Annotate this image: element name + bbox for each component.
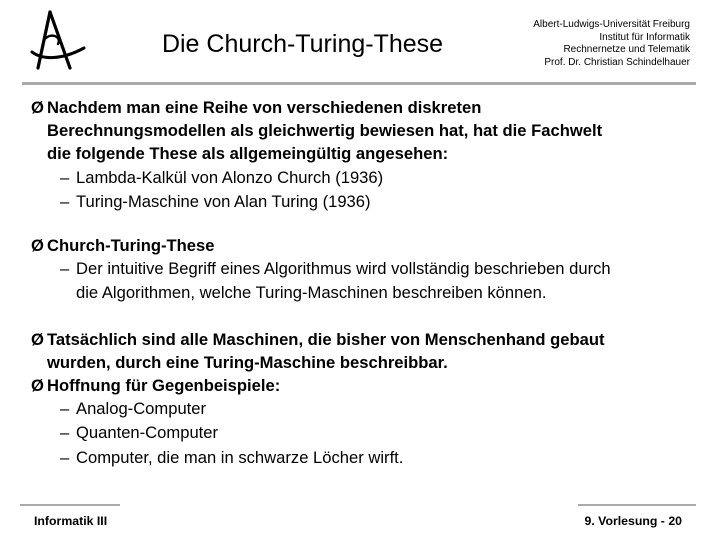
sub-item-text: Analog-Computer — [76, 399, 207, 419]
footer-divider-left — [20, 504, 120, 506]
bullet-text-line: Nachdem man eine Reihe von verschiedenen diskreten — [47, 98, 482, 117]
affiliation-professor: Prof. Dr. Christian Schindelhauer — [544, 56, 690, 68]
sub-item-text: Quanten-Computer — [76, 423, 219, 443]
bullet-arrow-icon: Ø — [31, 98, 44, 117]
sub-item-black-hole-computer — [60, 446, 691, 470]
dash-marker: – — [60, 167, 70, 187]
sub-item-turing-machine — [60, 190, 691, 214]
dash-marker: – — [60, 423, 70, 443]
affiliation-university: Albert-Ludwigs-Universität Freiburg — [533, 19, 690, 30]
sub-item-analog-computer — [60, 397, 691, 421]
sub-item-text: Computer, die man in schwarze Löcher wirft. — [76, 447, 404, 467]
bullet-arrow-icon: Ø — [31, 376, 44, 396]
dash-marker: – — [60, 191, 70, 211]
sub-item-text: die Algorithmen, welche Turing-Maschinen beschreiben können. — [76, 283, 547, 303]
sub-item-text: Der intuitive Begriff eines Algorithmus wird vollständig beschrieben durch — [76, 259, 611, 279]
spacer — [31, 214, 691, 234]
bullet-text-line: Berechnungsmodellen als gleichwertig bewiesen hat, hat die Fachwelt — [47, 121, 603, 141]
page-title: Die Church-Turing-These — [161, 30, 444, 58]
sub-item-algorithm-definition — [60, 257, 691, 305]
affiliation-department: Rechnernetze und Telematik — [563, 44, 690, 56]
dash-marker: – — [60, 447, 70, 467]
footer-course-label: Informatik III — [34, 514, 108, 528]
affiliation-institute: Institut für Informatik — [599, 31, 690, 43]
sub-item-text: Lambda-Kalkül von Alonzo Church (1936) — [76, 167, 384, 187]
spacer — [31, 306, 691, 328]
university-logo-icon — [28, 10, 88, 72]
sub-item-text: Turing-Maschine von Alan Turing (1936) — [76, 191, 371, 211]
bullet-text-line: Hoffnung für Gegenbeispiele: — [47, 376, 281, 396]
sub-item-lambda-calculus — [60, 166, 691, 190]
footer-divider-right — [578, 504, 696, 506]
bullet-church-turing-thesis — [31, 234, 691, 257]
bullet-arrow-icon: Ø — [31, 329, 44, 349]
bullet-counterexamples — [31, 374, 691, 397]
affiliation-block — [490, 19, 690, 69]
bullet-text-line: wurden, durch eine Turing-Maschine beschreibbar. — [47, 352, 448, 372]
dash-marker: – — [60, 399, 70, 419]
sub-item-quantum-computer — [60, 421, 691, 445]
dash-marker: – — [60, 259, 70, 279]
bullet-computation-models — [31, 96, 691, 166]
bullet-text-line: Tatsächlich sind alle Maschinen, die bisher von Menschenhand gebaut — [47, 329, 605, 349]
bullet-text-line: die folgende These als allgemeingültig angesehen: — [47, 144, 449, 164]
footer-lecture-label: 9. Vorlesung - 20 — [584, 514, 682, 528]
header-divider — [22, 82, 696, 85]
bullet-arrow-icon: Ø — [31, 236, 44, 256]
bullet-text-line: Church-Turing-These — [47, 236, 215, 256]
slide-content — [31, 96, 691, 470]
bullet-machines-describable — [31, 328, 691, 374]
